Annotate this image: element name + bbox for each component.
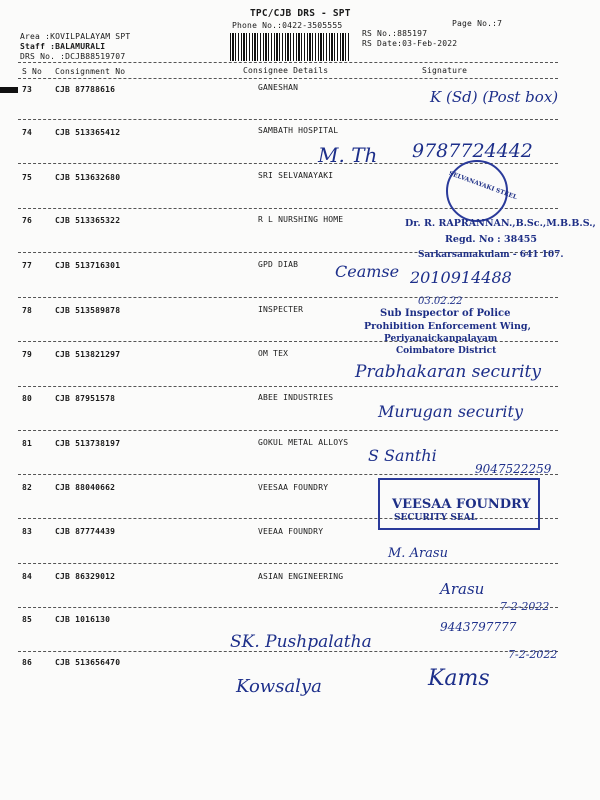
- row-consignee: GOKUL METAL ALLOYS: [258, 438, 349, 447]
- selvanayaki-seal-text: SELVANAYAKI STEEL: [447, 169, 518, 202]
- row-sno: 83: [22, 527, 33, 536]
- row-sno: 85: [22, 615, 33, 624]
- police-stamp-4: Coimbatore District: [396, 346, 497, 356]
- rs-date: RS Date:03-Feb-2022: [362, 39, 458, 48]
- signature-r81-name: S Santhi: [368, 446, 437, 465]
- row-consignment: CJB 513656470: [55, 658, 121, 667]
- row-sno: 74: [22, 128, 33, 137]
- doctor-stamp-reg: Regd. No : 38455: [445, 234, 538, 245]
- row-consignee: INSPECTER: [258, 305, 304, 314]
- row-divider: [18, 563, 558, 564]
- row-sno: 80: [22, 394, 33, 403]
- signature-r77-name: Ceamse: [335, 262, 400, 281]
- row-consignee: R L NURSHING HOME: [258, 215, 344, 224]
- veesaa-seal-line1: VEESAA FOUNDRY: [392, 497, 531, 512]
- row-consignment: CJB 87774439: [55, 527, 116, 536]
- row-sno: 84: [22, 572, 33, 581]
- row-consignee: SAMBATH HOSPITAL: [258, 126, 339, 135]
- header-divider: [18, 62, 558, 63]
- row-consignee: GPD DIAB: [258, 260, 299, 269]
- row-consignee: OM TEX: [258, 349, 289, 358]
- col-sno: S No: [22, 67, 43, 76]
- row-consignment: CJB 513738197: [55, 439, 121, 448]
- staff-label: Staff :BALAMURALI: [20, 42, 106, 51]
- row-sno: 75: [22, 173, 33, 182]
- row-consignment: CJB 513821297: [55, 350, 121, 359]
- police-stamp-2: Prohibition Enforcement Wing,: [364, 321, 531, 332]
- area-label: Area :KOVILPALAYAM SPT: [20, 32, 131, 41]
- row-consignment: CJB 1016130: [55, 615, 111, 624]
- signature-r84: Arasu: [440, 580, 485, 598]
- row-sno: 81: [22, 439, 33, 448]
- col-consignee: Consignee Details: [243, 66, 329, 75]
- doctor-stamp-name: Dr. R. RAPRANNAN.,B.Sc.,M.B.B.S.,: [405, 218, 596, 229]
- signature-r86-date: 7-2-2022: [508, 648, 558, 661]
- signature-r73: K (Sd) (Post box): [430, 88, 559, 106]
- sheet-title: TPC/CJB DRS - SPT: [250, 8, 351, 19]
- row-divider: [18, 607, 558, 608]
- police-stamp-3: Periyanaickanpalayam: [384, 334, 498, 344]
- column-divider: [18, 78, 558, 79]
- barcode: [230, 33, 350, 61]
- row-sno: 77: [22, 261, 33, 270]
- signature-r85-name: SK. Pushpalatha: [230, 632, 372, 652]
- row-consignee: SRI SELVANAYAKI: [258, 171, 334, 180]
- row-consignment: CJB 513589878: [55, 306, 121, 315]
- row-sno: 79: [22, 350, 33, 359]
- doctor-stamp-place: Sarkarsamakulam - 641 107.: [418, 250, 564, 260]
- rs-number: RS No.:885197: [362, 29, 428, 38]
- page-number: Page No.:7: [452, 19, 503, 28]
- row-consignee: ASIAN ENGINEERING: [258, 572, 344, 581]
- phone-number: Phone No.:0422-3505555: [232, 21, 343, 30]
- row-divider: [18, 430, 558, 431]
- row-sno: 73: [22, 85, 33, 94]
- col-signature: Signature: [422, 66, 468, 75]
- row-divider: [18, 119, 558, 120]
- signature-r85-date: 7-2-2022: [500, 600, 550, 613]
- police-stamp-1: Sub Inspector of Police: [380, 308, 511, 319]
- signature-r77-phone: 2010914488: [410, 268, 512, 287]
- signature-r80: Murugan security: [378, 402, 523, 421]
- row-sno: 78: [22, 306, 33, 315]
- signature-r79: Prabhakaran security: [355, 362, 541, 382]
- scan-mark: [0, 87, 18, 93]
- row-divider: [18, 386, 558, 387]
- signature-r74-name: M. Th: [318, 143, 378, 167]
- signature-r83: M. Arasu: [388, 546, 448, 561]
- signature-r74-phone: 9787724442: [412, 140, 533, 162]
- row-consignment: CJB 513716301: [55, 261, 121, 270]
- row-consignee: VEEAA FOUNDRY: [258, 527, 324, 536]
- row-consignee: GANESHAN: [258, 83, 299, 92]
- signature-r81-phone: 9047522259: [475, 462, 552, 476]
- row-consignee: VEESAA FOUNDRY: [258, 483, 329, 492]
- row-consignment: CJB 513365322: [55, 216, 121, 225]
- row-sno: 86: [22, 658, 33, 667]
- row-divider: [18, 297, 558, 298]
- row-consignment: CJB 87788616: [55, 85, 116, 94]
- row-consignment: CJB 86329012: [55, 572, 116, 581]
- signature-r86-name: Kowsalya: [236, 676, 322, 697]
- signature-r78-date: 03.02.22: [418, 296, 463, 307]
- signature-r86-mark: Kams: [428, 666, 490, 691]
- row-consignee: ABEE INDUSTRIES: [258, 393, 334, 402]
- veesaa-seal-line2: SECURITY SEAL: [394, 513, 477, 523]
- drs-number: DRS No. :DCJB88519707: [20, 52, 126, 61]
- col-consignment: Consignment No: [55, 67, 126, 76]
- row-consignment: CJB 513632680: [55, 173, 121, 182]
- row-consignment: CJB 87951578: [55, 394, 116, 403]
- row-consignment: CJB 513365412: [55, 128, 121, 137]
- row-sno: 82: [22, 483, 33, 492]
- row-sno: 76: [22, 216, 33, 225]
- row-consignment: CJB 88040662: [55, 483, 116, 492]
- signature-r85-phone: 9443797777: [440, 620, 517, 634]
